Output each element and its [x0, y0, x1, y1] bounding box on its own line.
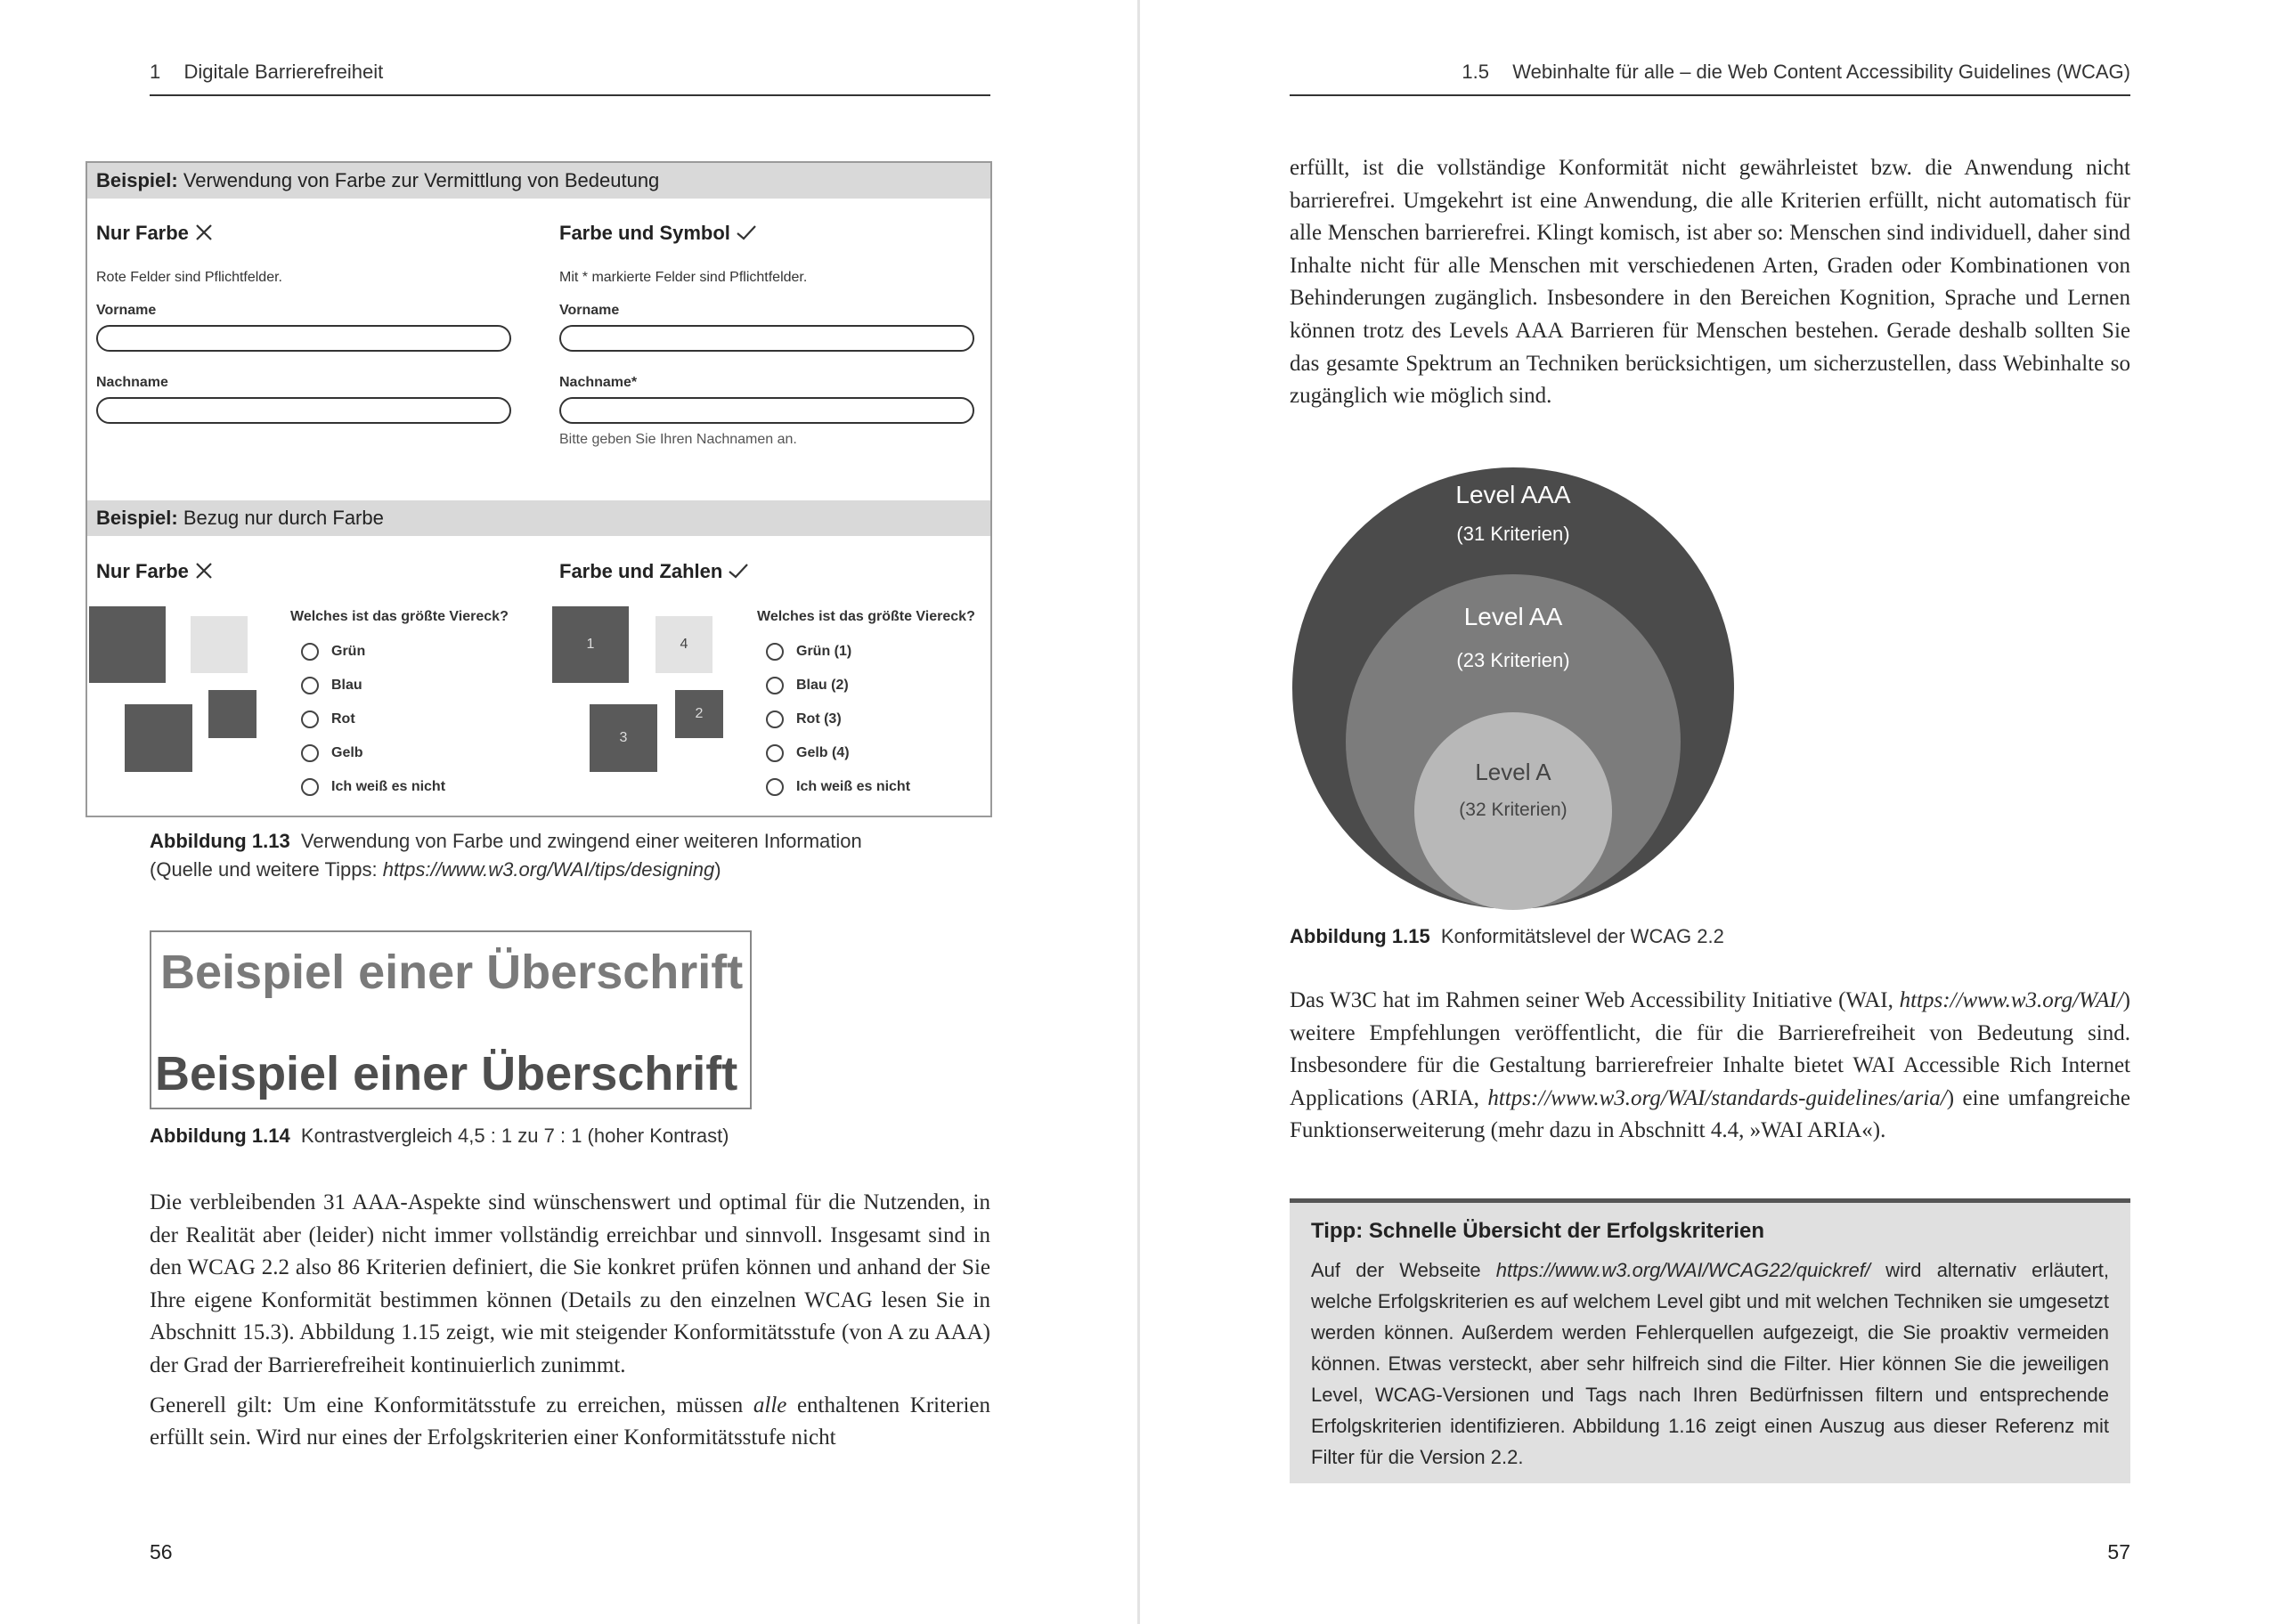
running-header-right — [1462, 61, 2130, 84]
radio-circle[interactable] — [766, 677, 784, 694]
square-2: 2 — [675, 690, 723, 738]
caption-1-14: Abbildung 1.14 Kontrastvergleich 4,5 : 1 zu 7 : 1 (hoher Kontrast) — [150, 1125, 729, 1147]
square-small-left — [208, 690, 256, 738]
caption-1-13: Abbildung 1.13 Verwendung von Farbe und zwingend einer weiteren Information (Quelle und weitere Tipps: https://www.w3.org/WAI/tips/designing) — [150, 830, 862, 881]
caption-1-15: Abbildung 1.15 Konformitätslevel der WCAG 2.2 — [1290, 925, 1724, 947]
label-nachname-left: Nachname — [96, 375, 168, 390]
count-level-aaa: (31 Kriterien) — [1456, 523, 1570, 545]
section-number: 1.5 — [1462, 61, 1490, 83]
figure-1-14 — [150, 930, 752, 1109]
body-paragraph: Die verbleibenden 31 AAA-Aspekte sind wünschenswert und optimal für die Nutzenden, in der Realität aber (leider) nicht immer vollständig erreichbar und sinnvoll. Insgesamt sind in den WCAG 2.2 also 86 Kriterien definiert, die Sie konkret prüfen können und anhand der Sie Ihre eigene Konformität bestimmen können (Details zu den einzelnen WCAG lesen Sie in Abschnitt 15.3). Abbildung 1.15 zeigt, wie mit steigender Konformitätsstufe (von A zu AAA) der Grad der Barrierefreiheit kontinuierlich zunimmt. Generell gilt: Um eine Konformitätsstufe zu erreichen, müssen alle enthaltenen Kriterien erfüllt sein. Wird nur eines der Erfolgskriterien einer Konformitätsstufe nicht — [150, 1190, 990, 1450]
body-paragraph-w3c: Das W3C hat im Rahmen seiner Web Accessibility Initiative (WAI, https://www.w3.org/WAI/) weitere Empfehlungen veröffentlicht, die für die Barrierefreiheit von Bedeutung sind. Insbesondere für die Gestaltung barrierefreier Inhalte bietet WAI Accessible Rich Internet Applications (ARIA, https://www.w3.org/WAI/standards-guidelines/aria/) eine umfangreiche Funktionserweiterung (mehr dazu in Abschnitt 4.4, »WAI ARIA«). — [1290, 988, 2130, 1143]
radio-circle[interactable] — [301, 643, 319, 661]
left-page — [0, 0, 1138, 1624]
figure-section-bar-2: Beispiel: Bezug nur durch Farbe — [87, 500, 990, 536]
tip-text: Auf der Webseite https://www.w3.org/WAI/WCAG22/quickref/ wird alternativ erläutert, welche Erfolgskriterien es auf welchem Level gibt und mit welchen Techniken sie umgesetzt werden können. Außerdem werden Fehlerquellen aufgezeigt, die Sie proaktiv vermeiden können. Etwas versteckt, aber sehr hilfreich sind die Filter. Hier können Sie die jeweiligen Level, WCAG-Versionen und Tags nach Ihren Bedürfnissen filtern und entsprechende Erfolgskriterien identifizieren. Abbildung 1.16 zeigt einen Auszug aus dieser Referenz mit Filter für die Version 2.2. — [1311, 1259, 2109, 1468]
square-1: 1 — [552, 606, 629, 683]
header-rule — [1290, 94, 2130, 96]
label-level-aa: Level AA — [1463, 603, 1563, 630]
nachname-input-left[interactable] — [96, 397, 511, 424]
figure-1-15-venn — [1282, 463, 1746, 917]
square-large-left — [89, 606, 166, 683]
hint-nachname: Bitte geben Sie Ihren Nachnamen an. — [559, 432, 797, 447]
heading-nur-farbe: Nur Farbe — [96, 222, 214, 245]
vorname-input-right[interactable] — [559, 325, 974, 352]
vorname-input-left[interactable] — [96, 325, 511, 352]
square-light-left — [191, 616, 248, 673]
label-level-aaa: Level AAA — [1455, 481, 1571, 508]
radio-circle[interactable] — [766, 710, 784, 728]
figure-1-13: Beispiel: Verwendung von Farbe zur Vermittlung von Bedeutung Nur Farbe Rote Felder sind Pflichtfelder. Vorname Nachname Farbe und Symbol Mit * markierte Felder sind Pflichtfelder. Vorname Nachname* Bitte geben Sie Ihren Nachnamen an. Beispiel: Bezug nur durch Farbe Nur Farbe Farbe und Zahlen Welches ist das größte Viereck? Grün Blau Rot Gelb Ich weiß es nicht 1 4 2 3 Welches ist das größte Viereck? Grün (1) Blau (2) Rot (3) Gelb (4) Ich weiß es nicht — [86, 161, 992, 817]
check-icon — [728, 561, 749, 581]
section-title: Webinhalte für alle – die Web Content Accessibility Guidelines (WCAG) — [1512, 61, 2130, 83]
label-nachname-right: Nachname* — [559, 375, 638, 390]
chapter-number: 1 — [150, 61, 161, 83]
page-number-right: 57 — [2107, 1540, 2130, 1563]
link-aria[interactable]: https://www.w3.org/WAI/standards-guidelines/aria/ — [1487, 1085, 1947, 1110]
label-vorname-left: Vorname — [96, 303, 157, 318]
count-level-a: (32 Kriterien) — [1459, 800, 1568, 820]
tip-box — [1290, 1198, 2130, 1483]
label-level-a: Level A — [1475, 759, 1551, 785]
heading-sample-low-contrast: Beispiel einer Überschrift — [160, 946, 744, 999]
heading-farbe-und-zahlen: Farbe und Zahlen — [559, 560, 749, 583]
square-3: 3 — [590, 704, 657, 772]
cross-icon — [194, 561, 214, 581]
running-header-left — [150, 61, 383, 84]
link-wai[interactable]: https://www.w3.org/WAI/ — [1899, 988, 2123, 1012]
radio-circle[interactable] — [301, 778, 319, 796]
body-paragraph-top: erfüllt, ist die vollständige Konformität nicht gewährleistet bzw. die Anwendung nicht barrierefrei. Umgekehrt ist eine Anwendung, die alle Kriterien erfüllt, nicht automatisch für alle Menschen barrierefrei. Klingt komisch, ist aber so: Menschen sind individuell, daher sind Inhalte nicht für alle Menschen mit verschiedenen Arten, Graden oder Kombinationen von Behinderungen zugänglich. Insbesondere in den Bereichen Kognition, Sprache und Lernen können trotz des Levels AAA Barrieren für Menschen bestehen. Gerade deshalb sollten Sie das gesamte Spektrum an Techniken berücksichtigen, um sicherzustellen, dass Webinhalte so zugänglich wie möglich sind. — [1290, 156, 2130, 409]
figure-section-bar: Beispiel: Verwendung von Farbe zur Vermittlung von Bedeutung — [87, 163, 990, 199]
chapter-title: Digitale Barrierefreiheit — [183, 61, 384, 83]
nachname-input-right[interactable] — [559, 397, 974, 424]
square-medium-left — [125, 704, 192, 772]
radio-circle[interactable] — [766, 778, 784, 796]
heading-nur-farbe-2: Nur Farbe — [96, 560, 214, 583]
question-left: Welches ist das größte Viereck? — [290, 609, 509, 624]
note-right: Mit * markierte Felder sind Pflichtfelder. — [559, 270, 808, 285]
square-4: 4 — [656, 616, 712, 673]
heading-sample-high-contrast: Beispiel einer Überschrift — [155, 1047, 738, 1100]
radio-circle[interactable] — [301, 710, 319, 728]
link-w3c-tips[interactable]: https://www.w3.org/WAI/tips/designing — [382, 858, 715, 881]
cross-icon — [194, 223, 214, 242]
radio-circle[interactable] — [301, 744, 319, 762]
radio-circle[interactable] — [301, 677, 319, 694]
header-rule — [150, 94, 990, 96]
tip-title: Tipp: Schnelle Übersicht der Erfolgskriterien — [1311, 1219, 1765, 1243]
check-icon — [736, 223, 757, 242]
right-page — [1140, 0, 2280, 1624]
heading-farbe-und-symbol: Farbe und Symbol — [559, 222, 757, 245]
question-right: Welches ist das größte Viereck? — [757, 609, 975, 624]
link-quickref[interactable]: https://www.w3.org/WAI/WCAG22/quickref/ — [1495, 1259, 1870, 1281]
count-level-aa: (23 Kriterien) — [1456, 649, 1570, 671]
label-vorname-right: Vorname — [559, 303, 620, 318]
radio-circle[interactable] — [766, 643, 784, 661]
radio-circle[interactable] — [766, 744, 784, 762]
page-number-left: 56 — [150, 1540, 173, 1563]
note-left: Rote Felder sind Pflichtfelder. — [96, 270, 282, 285]
